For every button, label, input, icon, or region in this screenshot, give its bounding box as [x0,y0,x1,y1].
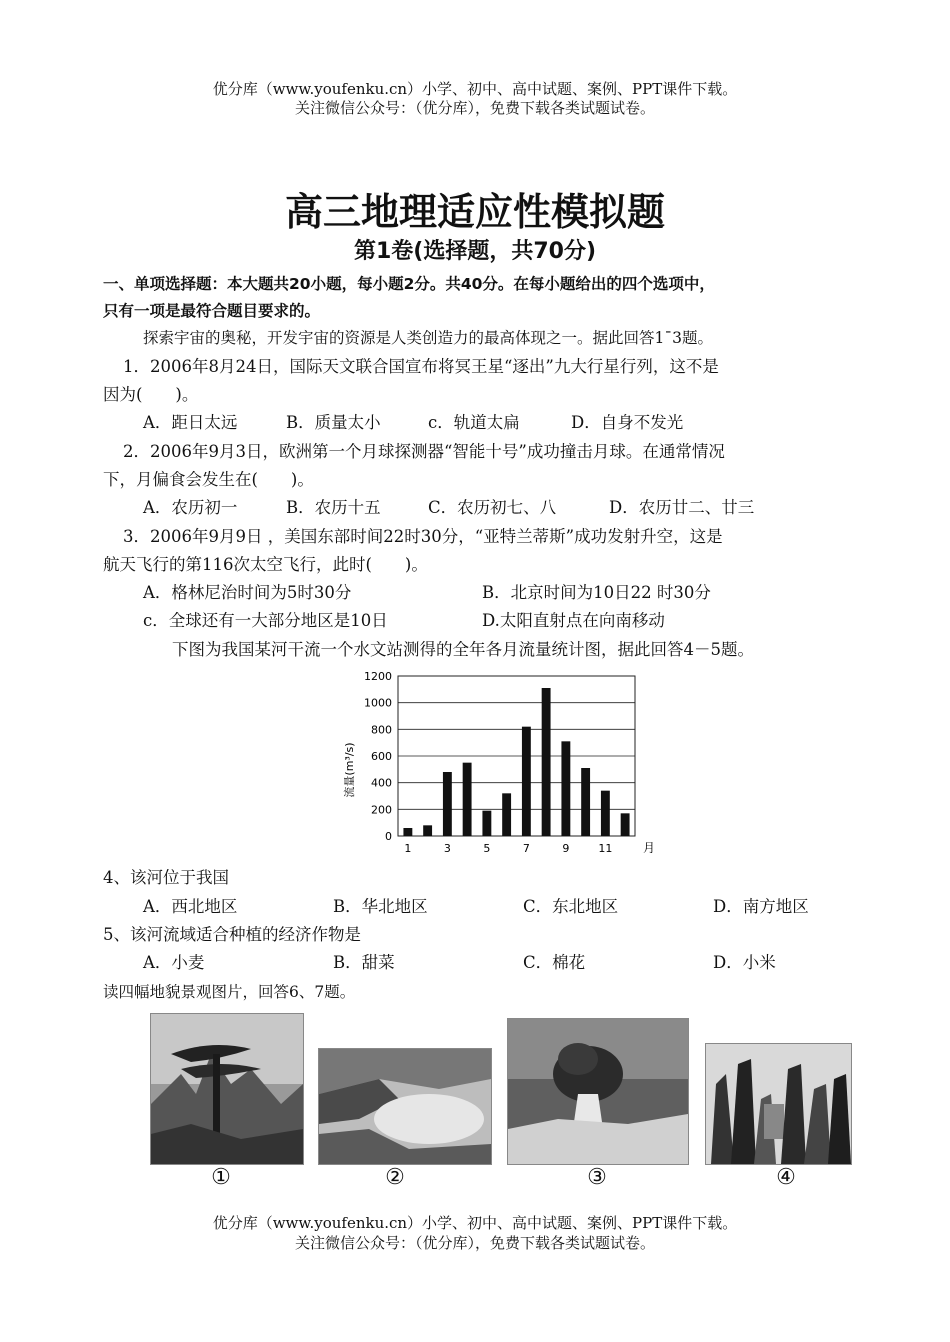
q2-option-d: D．农历廿二、廿三 [609,498,755,517]
header-line-1: 优分库（www.youfenku.cn）小学、初中、高中试题、案例、PPT课件下载。 [212,80,738,98]
q5-stem: 5、该河流域适合种植的经济作物是 [103,925,361,944]
page-title: 高三地理适应性模拟题 [284,190,665,234]
photo-label-4: ④ [776,1165,796,1190]
chart-bar-month-2 [423,825,432,836]
q4-option-a: A．西北地区 [143,897,238,916]
q2-option-a: A．农历初一 [143,498,238,517]
q67-intro: 读四幅地貌景观图片，回答6、7题。 [103,983,356,1001]
q5-option-b: B．甜菜 [333,953,395,972]
chart-x-tick-label: 9 [562,842,570,855]
chart-x-tick-label: 3 [443,842,451,855]
q4-option-c: C．东北地区 [523,897,619,916]
chart-bar-month-8 [542,688,551,836]
landform-photo-1 [150,1013,304,1165]
q1-option-a: A．距日太远 [143,413,238,432]
q1-line-1: 1．2006年8月24日，国际天文联合国宣布将冥王星“逐出”九大行星行列，这不是 [123,357,719,376]
chart-bar-month-1 [403,828,412,836]
q3-line-1: 3．2006年9月9日 ，美国东部时间22时30分，“亚特兰蒂斯”成功发射升空，这是 [123,527,723,546]
q4-stem: 4、该河位于我国 [103,868,229,887]
q5-option-c: C．棉花 [523,953,586,972]
q3-option-a: A．格林尼治时间为5时30分 [143,583,352,602]
flow-chart [335,665,665,865]
chart-bar-month-3 [443,772,452,836]
photo-label-2: ② [385,1165,405,1190]
photo-label-3: ③ [587,1165,607,1190]
q1-option-b: B．质量太小 [286,413,381,432]
landform-photo-3 [507,1018,689,1165]
chart-x-tick-label: 11 [598,842,613,855]
chart-bar-month-10 [581,768,590,836]
section-heading-line-1: 一、单项选择题：本大题共20小题，每小题2分。共40分。在每小题给出的四个选项中， [103,275,715,293]
q3-option-c: c．全球还有一大部分地区是10日 [143,611,388,630]
landform-photo-2 [318,1048,492,1165]
q4-option-b: B．华北地区 [333,897,428,916]
q5-option-a: A．小麦 [143,953,205,972]
chart-y-tick-label: 0 [385,830,392,843]
landform-photo-4 [705,1043,852,1165]
chart-x-tick-label: 7 [522,842,530,855]
chart-y-tick-label: 600 [371,750,392,763]
chart-x-tick-label: 5 [483,842,491,855]
q1-line-2: 因为( )。 [103,385,199,404]
chart-bar-month-11 [601,791,610,836]
section-heading-line-2: 只有一项是最符合题目要求的。 [103,302,321,320]
q2-line-1: 2．2006年9月3日，欧洲第一个月球探测器“智能十号”成功撞击月球。在通常情况 [123,442,725,461]
chart-y-tick-label: 400 [371,776,392,790]
chart-bar-month-6 [502,793,511,836]
q2-option-b: B．农历十五 [286,498,381,517]
chart-x-axis-label: 月 [643,841,656,855]
page-subtitle: 第1卷(选择题，共70分) [353,239,597,264]
q3-option-b: B．北京时间为10日22 时30分 [482,583,711,602]
header-line-2: 关注微信公众号：（优分库），免费下载各类试题试卷。 [294,99,655,117]
q5-option-d: D．小米 [713,953,776,972]
chart-bar-month-7 [522,727,531,836]
chart-bar-month-12 [621,813,630,836]
chart-bar-month-5 [482,811,491,836]
q3-line-2: 航天飞行的第116次太空飞行，此时( )。 [103,555,428,574]
chart-y-tick-label: 1200 [364,670,392,683]
chart-x-tick-label: 1 [404,842,412,855]
chart-y-axis-label: 流量(m³/s) [343,742,356,798]
chart-y-tick-label: 1000 [364,696,392,710]
q2-option-c: C．农历初七、八 [428,498,557,517]
chart-y-tick-label: 200 [371,803,392,817]
q1-option-c: c．轨道太扁 [428,413,520,432]
chart-intro: 下图为我国某河干流一个水文站测得的全年各月流量统计图，据此回答4－5题。 [172,640,754,659]
q4-option-d: D．南方地区 [713,897,809,916]
footer-line-1: 优分库（www.youfenku.cn）小学、初中、高中试题、案例、PPT课件下载。 [212,1214,738,1232]
intro-text: 探索宇宙的奥秘，开发宇宙的资源是人类创造力的最高体现之一。据此回答1¯3题。 [143,329,713,347]
q2-line-2: 下，月偏食会发生在( )。 [103,470,314,489]
chart-y-tick-label: 800 [371,723,392,737]
chart-bar-month-4 [463,763,472,836]
section-heading [103,271,863,325]
q1-option-d: D．自身不发光 [571,413,684,432]
chart-bar-month-9 [561,741,570,836]
photo-label-1: ① [211,1165,231,1190]
q3-option-d: D.太阳直射点在向南移动 [482,611,665,630]
footer-line-2: 关注微信公众号：（优分库），免费下载各类试题试卷。 [294,1234,655,1252]
